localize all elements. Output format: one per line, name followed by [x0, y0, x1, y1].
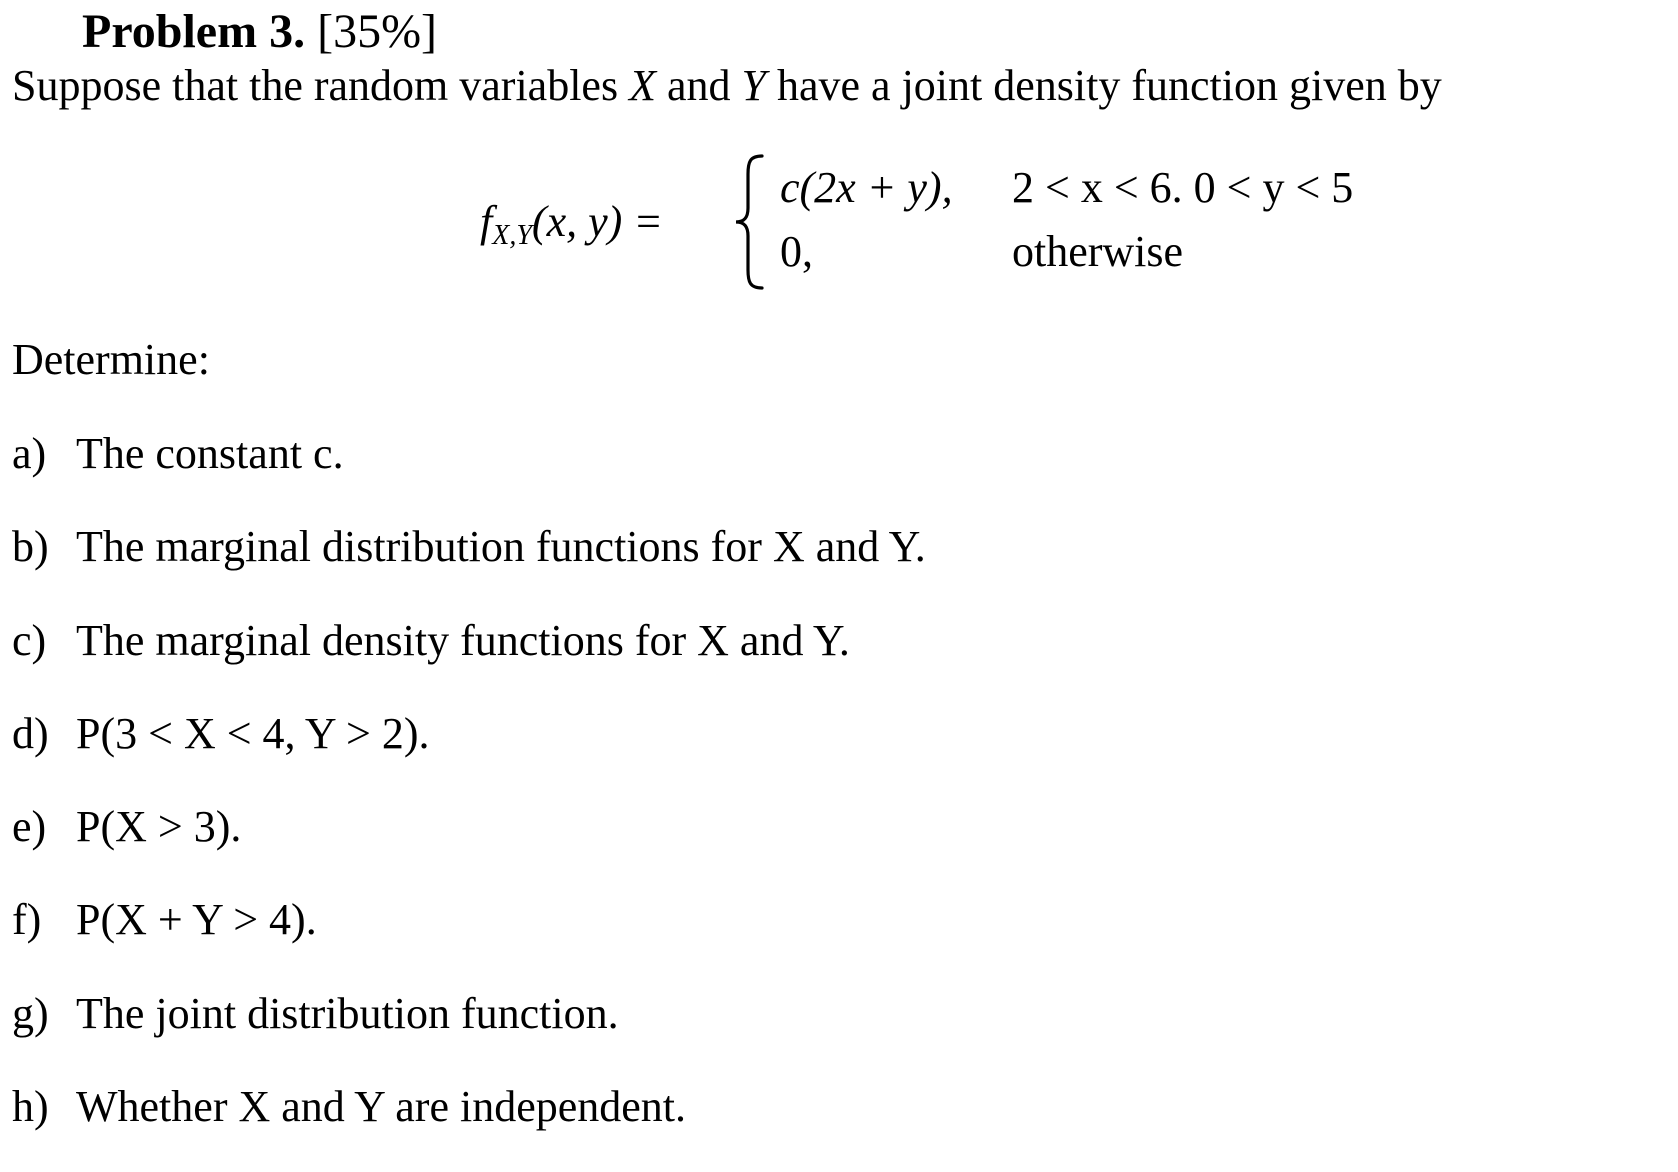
question-label: b): [12, 522, 49, 572]
question-text: The marginal density functions for X and Y.: [76, 615, 850, 665]
problem-weight: [35%]: [317, 5, 438, 58]
question-label: g): [12, 988, 49, 1038]
question-item-e: [12, 799, 926, 855]
question-text: Whether X and Y are independent.: [76, 1082, 687, 1132]
question-item-d: [12, 706, 926, 762]
question-item-f: [12, 892, 926, 948]
question-label: a): [12, 429, 47, 478]
question-item-h: [12, 1079, 926, 1135]
question-text: The joint distribution function.: [76, 988, 619, 1038]
question-label: e): [12, 802, 47, 852]
question-text: P(X + Y > 4).: [76, 895, 317, 945]
question-text: The constant c.: [76, 429, 344, 478]
problem-number: Problem 3.: [82, 5, 306, 58]
statement-text-3: have a joint density function given by: [765, 61, 1442, 110]
statement-text-2: and: [655, 61, 742, 110]
variable-y: Y: [741, 61, 766, 110]
problem-title: [82, 2, 437, 62]
variable-x: X: [629, 61, 656, 110]
case-1-condition: 2 < x < 6. 0 < y < 5: [1012, 163, 1354, 212]
question-label: c): [12, 615, 47, 665]
problem-statement: [12, 56, 1442, 116]
question-label: f): [12, 895, 42, 945]
question-item-g: [12, 986, 926, 1042]
statement-text-1: Suppose that the random variables: [12, 61, 630, 110]
question-item-b: [12, 519, 926, 575]
question-label: d): [12, 708, 49, 758]
function-name: f: [480, 197, 493, 246]
case-1-expression: c(2x + y),: [780, 163, 953, 212]
density-equation: [480, 150, 1460, 290]
question-label: h): [12, 1082, 49, 1132]
left-brace-icon: [732, 152, 768, 292]
case-2-expression: 0,: [780, 227, 813, 276]
case-2-condition: otherwise: [1012, 227, 1184, 276]
question-text: The marginal distribution functions for X and Y.: [76, 522, 926, 572]
question-item-a: [12, 426, 926, 482]
determine-label: Determine:: [12, 335, 210, 384]
question-list: [12, 426, 926, 1172]
question-text: P(X > 3).: [76, 802, 242, 852]
function-subscript: X,Y: [492, 220, 532, 251]
question-text: P(3 < X < 4, Y > 2).: [76, 708, 430, 758]
question-item-c: [12, 613, 926, 669]
function-arguments: (x, y) =: [531, 197, 663, 246]
equation-lhs: [480, 194, 663, 250]
